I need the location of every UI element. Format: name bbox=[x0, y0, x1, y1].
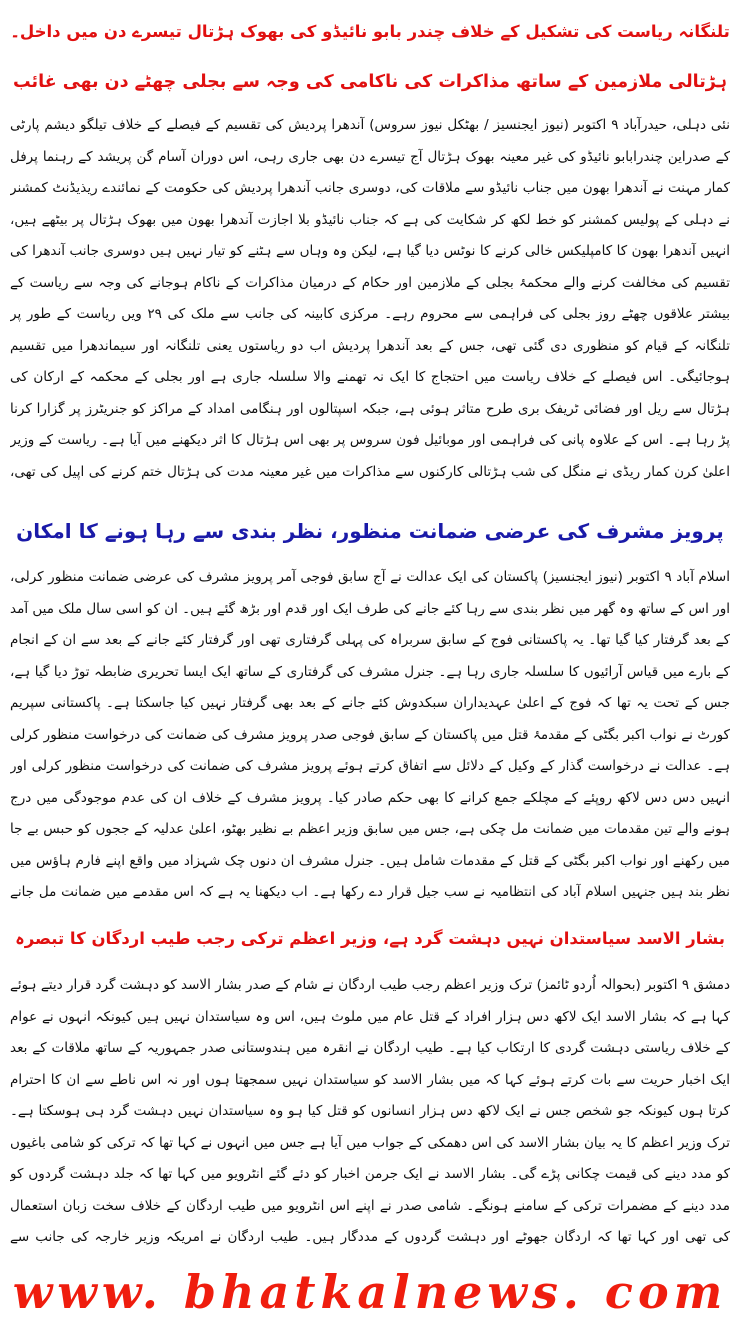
article1-headline-1: تلنگانہ ریاست کی تشکیل کے خلاف چندر بابو نائیڈو کی بھوک ہڑتال تیسرے دن میں داخل۔ bbox=[10, 22, 730, 41]
article3-body: دمشق ۹ اکتوبر (بحوالہ اُردو ٹائمز) ترک وزیر اعظم رجب طیب اردگان نے شام کے صدر بشار الاسد کو دہشت گرد قرار دیتے ہوئے کہا ہے کہ بشار الاسد ایک لاکھ دس ہزار افراد کے قتل عام میں ملوث ہیں، اس وہ سیاستدان نہیں ہیں کیونکہ انہوں نے عوام کے خلاف ریاستی دہشت گردی کا ارتکاب کیا ہے۔ طیب اردگان نے انقرہ میں ہندوستانی صدر جمہوریہ کے ساتھ ملاقات کے بعد ایک اخبار حریت سے بات کرتے ہوئے کہا کہ میں بشار الاسد کو سیاستدان نہیں سمجھتا ہوں اور نہ اس ناطے سے ان کا احترام کرتا ہوں کیونکہ جو شخص جس نے ایک لاکھ دس ہزار انسانوں کو قتل کیا ہو وہ سیاستدان نہیں دہشت گرد ہی ہوسکتا ہے۔ ترک وزیر اعظم کا یہ بیان بشار الاسد کی اس دھمکی کے جواب میں آیا ہے جس میں انہوں نے کہا تھا کہ ترکی کو شامی باغیوں کو مدد دینے کی قیمت چکانی پڑے گی۔ بشار الاسد نے ایک جرمن اخبار کو دئے گئے انٹرویو میں کہا تھا کہ جلد دہشت گردوں کو مدد دینے کے مضمرات ترکی کے سامنے ہونگے۔ شامی صدر نے اپنے اس انٹرویو میں طیب اردگان کے خلاف سخت زبان استعمال کی تھی اور کہا تھا کہ اردگان جھوٹے اور دہشت گردوں کے مددگار ہیں۔ طیب اردگان نے امریکہ وزیر خارجہ کی جانب سے bbox=[10, 977, 730, 1245]
article1-body: نئی دہلی، حیدرآباد ۹ اکتوبر (نیوز ایجنسیز / بھٹکل نیوز سروس) آندھرا پردیش کی تقسیم کے فیصلے کے خلاف تیلگو دیشم پارٹی کے صدراین چندرابابو نائیڈو کی غیر معینہ بھوک ہڑتال آج تیسرے دن بھی جاری رہی، اس دوران آسام گن پریشد کے رہنما پرفل کمار مہنت نے آندھرا بھون میں جناب نائیڈو سے ملاقات کی، دوسری جانب آندھرا پردیش کی حکومت کے نمائندے ریذیڈنٹ کمشنر نے دہلی کے پولیس کمشنر کو خط لکھ کر شکایت کی ہے کہ جناب نائیڈو بلا اجازت آندھرا بھون میں بھوک ہڑتال پر بیٹھے ہیں، انہیں آندھرا بھون کا کامپلیکس خالی کرنے کا نوٹس دیا گیا ہے، لیکن وہ وہاں سے ہٹنے کو تیار نہیں ہیں دوسری جانب آندھرا کی تقسیم کی مخالفت کرنے والے محکمۂ بجلی کے ملازمین اور حکام کے درمیان مذاکرات کے ناکام ہوجانے کی وجہ سے ریاست کے بیشتر علاقوں چھٹے روز بجلی کی فراہمی سے محروم رہے۔ مرکزی کابینہ کی جانب سے ملک کی ۲۹ ویں ریاست کے طور پر تلنگانہ کے قیام کو منظوری دی گئی تھی، جس کے بعد آندھرا پردیش اب دو ریاستوں یعنی تلنگانہ اور سیماندھرا میں تقسیم ہوجائیگی۔ اس فیصلے کے خلاف ریاست میں احتجاج کا ایک نہ تھمنے والا سلسلہ جاری ہے اور بجلی کے محکمہ کے ارکان کی ہڑتال سے ریل اور فضائی ٹریفک بری طرح متاثر ہوئی ہے، جبکہ اسپتالوں اور ہنگامی امداد کے مراکز کو جنریٹرز پر گزارا کرنا پڑ رہا ہے۔ اس کے علاوہ پانی کی فراہمی اور موبائیل فون سروس پر بھی اس ہڑتال کا اثر دیکھنے میں آیا ہے۔ ریاست کے وزیر اعلیٰ کرن کمار ریڈی نے منگل کی شب ہڑتالی کارکنوں سے مذاکرات میں غیر معینہ مدت کی ہڑتال ختم کرنے کی اپیل کی تھی، bbox=[10, 117, 730, 480]
article1-headline-2: ہڑتالی ملازمین کے ساتھ مذاکرات کی ناکامی کی وجہ سے بجلی چھٹے دن بھی غائب bbox=[13, 72, 727, 92]
website-footer: www. bhatkalnews. com bbox=[12, 1265, 728, 1319]
article2-headline: پرویز مشرف کی عرضی ضمانت منظور، نظر بندی سے رہا ہونے کا امکان bbox=[16, 519, 724, 543]
article2-body: اسلام آباد ۹ اکتوبر (نیوز ایجنسیز) پاکستان کی ایک عدالت نے آج سابق فوجی آمر پرویز مشرف کی عرضی ضمانت منظور کرلی، اور اس کے ساتھ وہ گھر میں نظر بندی سے رہا کئے جانے کی طرف ایک اور قدم اور بڑھ گئے ہیں۔ ان کو اسی سال ملک میں آمد کے بعد گرفتار کیا گیا تھا۔ یہ پاکستانی فوج کے سابق سربراہ کی پہلی گرفتاری تھی اور گرفتار کئے جانے کے بعد سے ان کے انجام کے بارے میں قیاس آرائیوں کا سلسلہ جاری رہا ہے۔ جنرل مشرف کی گرفتاری کے ساتھ ایک ایسا تحریری ضابطہ توڑ دیا گیا ہے، جس کے تحت یہ تھا کہ فوج کے اعلیٰ عہدیداران سبکدوش کئے جانے کے بعد بھی گرفتار نہیں کیا جاسکتا ہے۔ پاکستانی سپریم کورٹ نے نواب اکبر بگٹی کے مقدمۂ قتل میں پاکستان کے سابق فوجی صدر پرویز مشرف کی ضمانت کی درخواست منظور کرلی ہے۔ عدالت نے درخواست گذار کے وکیل کے دلائل سے اتفاق کرتے ہوئے پرویز مشرف کی ضمانت کی درخواست منظور کرلی اور انہیں دس دس لاکھ روپئے کے مچلکے جمع کرانے کا بھی حکم صادر کیا۔ پرویز مشرف کے خلاف ان کی عدم موجودگی میں درج ہونے والے تین مقدمات میں ضمانت مل چکی ہے، جس میں سابق وزیر اعظم بے نظیر بھٹو، اعلیٰ عدلیہ کے ججوں کو حبس بے جا میں رکھنے اور نواب اکبر بگٹی کے قتل کے مقدمات شامل ہیں۔ جنرل مشرف ان دنوں چک شہزاد میں واقع اپنے فارم ہاؤس میں نظر بند ہیں جنہیں اسلام آباد کی انتظامیہ نے سب جیل قرار دے رکھا ہے۔ اب دیکھنا یہ ہے کہ اس مقدمے میں ضمانت مل جانے bbox=[10, 569, 730, 900]
article3-headline: بشار الاسد سیاستدان نہیں دہشت گرد ہے، وزیر اعظم ترکی رجب طیب اردگان کا تبصرہ bbox=[15, 929, 725, 948]
